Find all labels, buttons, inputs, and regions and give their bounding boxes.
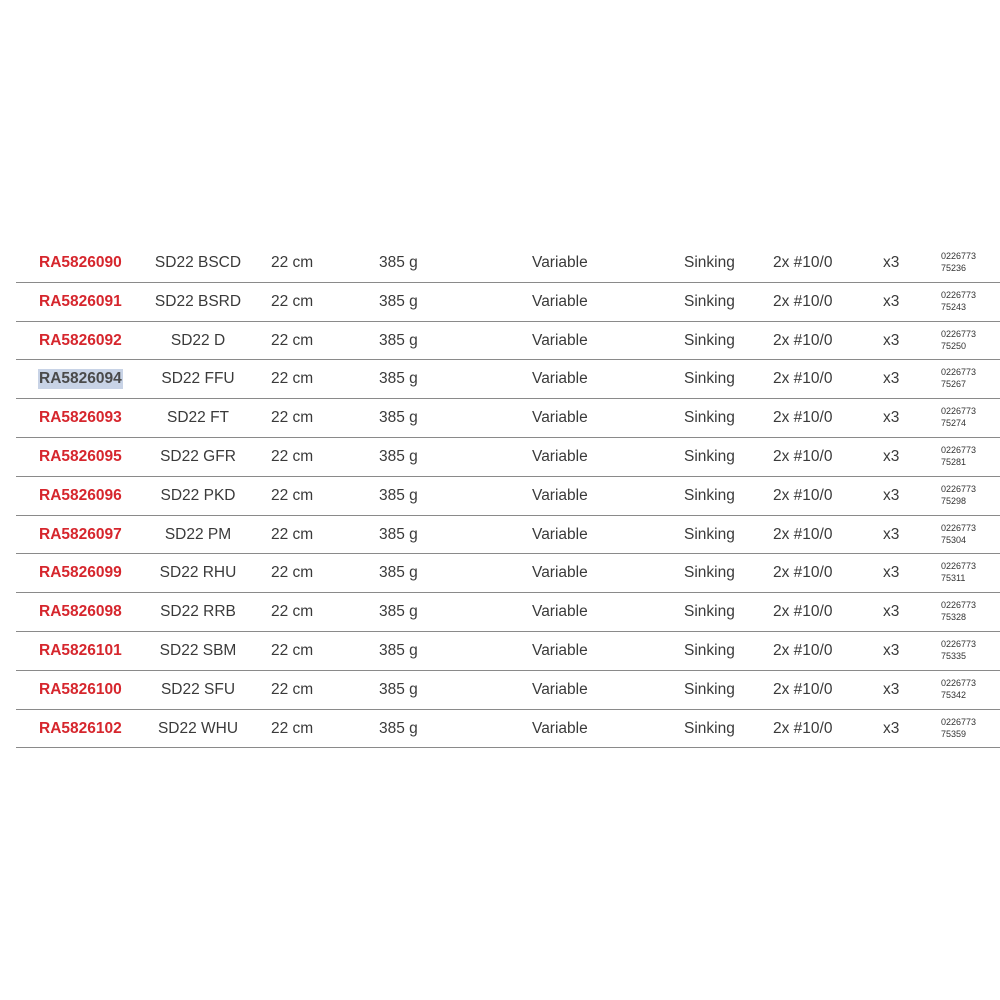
weight-value: 385 g — [379, 254, 418, 271]
weight-value: 385 g — [379, 331, 418, 349]
floating-value: Sinking — [684, 603, 735, 621]
ean-line-2: 75250 — [941, 340, 967, 351]
ean-line-2: 75342 — [941, 689, 967, 700]
table-row — [16, 671, 1000, 710]
quantity-value: x3 — [883, 680, 900, 698]
length-value: 22 cm — [271, 486, 314, 504]
ean-line-1: 0226773 — [941, 600, 977, 611]
weight-value: 385 g — [379, 680, 418, 698]
ean-line-2: 75328 — [941, 612, 967, 623]
reference-code[interactable]: RA5826091 — [39, 292, 122, 310]
action-value: Variable — [532, 486, 588, 504]
ean-line-1: 0226773 — [941, 522, 977, 533]
table-row — [16, 438, 1000, 477]
hooks-value: 2x #10/0 — [773, 641, 833, 659]
ean-line-2: 75335 — [941, 650, 967, 661]
action-value: Variable — [532, 719, 588, 737]
hooks-value: 2x #10/0 — [773, 525, 833, 543]
ean-code — [941, 399, 1000, 436]
hooks-value: 2x #10/0 — [773, 254, 833, 271]
ean-code — [941, 360, 1000, 397]
action-value: Variable — [532, 254, 588, 271]
action-value: Variable — [532, 292, 588, 310]
model-name: SD22 SFU — [160, 680, 236, 698]
quantity-value: x3 — [883, 254, 900, 271]
reference-code[interactable]: RA5826093 — [39, 409, 122, 427]
ean-line-1: 0226773 — [941, 406, 977, 417]
table-row — [16, 360, 1000, 399]
ean-code — [941, 632, 1000, 669]
quantity-value: x3 — [883, 525, 900, 543]
hooks-value: 2x #10/0 — [773, 603, 833, 621]
length-value: 22 cm — [271, 719, 314, 737]
ean-line-1: 0226773 — [941, 251, 977, 261]
table-row — [16, 710, 1000, 749]
floating-value: Sinking — [684, 409, 735, 427]
reference-code[interactable]: RA5826100 — [39, 680, 122, 698]
weight-value: 385 g — [379, 486, 418, 504]
length-value: 22 cm — [271, 680, 314, 698]
weight-value: 385 g — [379, 409, 418, 427]
table-row — [16, 516, 1000, 555]
ean-line-1: 0226773 — [941, 716, 977, 727]
ean-line-2: 75311 — [941, 573, 966, 584]
hooks-value: 2x #10/0 — [773, 447, 833, 465]
ean-line-2: 75274 — [941, 418, 967, 429]
ean-code — [941, 710, 1000, 747]
ean-line-2: 75281 — [941, 456, 967, 467]
action-value: Variable — [532, 331, 588, 349]
ean-code — [941, 593, 1000, 630]
quantity-value: x3 — [883, 292, 900, 310]
reference-code[interactable]: RA5826095 — [39, 447, 122, 465]
model-name: SD22 RHU — [159, 564, 237, 582]
weight-value: 385 g — [379, 370, 418, 388]
floating-value: Sinking — [684, 331, 735, 349]
action-value: Variable — [532, 641, 588, 659]
model-name: SD22 BSCD — [154, 254, 242, 271]
hooks-value: 2x #10/0 — [773, 680, 833, 698]
ean-line-2: 75298 — [941, 495, 967, 506]
quantity-value: x3 — [883, 641, 900, 659]
reference-code[interactable]: RA5826092 — [39, 331, 122, 349]
length-value: 22 cm — [271, 409, 314, 427]
hooks-value: 2x #10/0 — [773, 409, 833, 427]
hooks-value: 2x #10/0 — [773, 486, 833, 504]
floating-value: Sinking — [684, 370, 735, 388]
quantity-value: x3 — [883, 331, 900, 349]
reference-code[interactable]: RA5826097 — [39, 525, 122, 543]
ean-line-1: 0226773 — [941, 289, 977, 300]
ean-line-1: 0226773 — [941, 638, 977, 649]
table-row — [16, 399, 1000, 438]
length-value: 22 cm — [271, 292, 314, 310]
action-value: Variable — [532, 370, 588, 388]
hooks-value: 2x #10/0 — [773, 292, 833, 310]
model-name: SD22 WHU — [157, 719, 239, 737]
quantity-value: x3 — [883, 603, 900, 621]
model-name: SD22 BSRD — [154, 292, 242, 310]
reference-code[interactable]: RA5826098 — [39, 603, 122, 621]
table-row — [16, 593, 1000, 632]
ean-line-1: 0226773 — [941, 444, 977, 455]
reference-code[interactable]: RA5826102 — [39, 719, 122, 737]
action-value: Variable — [532, 680, 588, 698]
action-value: Variable — [532, 525, 588, 543]
floating-value: Sinking — [684, 486, 735, 504]
action-value: Variable — [532, 603, 588, 621]
length-value: 22 cm — [271, 641, 314, 659]
floating-value: Sinking — [684, 564, 735, 582]
product-spec-table — [16, 244, 1000, 748]
weight-value: 385 g — [379, 564, 418, 582]
hooks-value: 2x #10/0 — [773, 370, 833, 388]
weight-value: 385 g — [379, 525, 418, 543]
hooks-value: 2x #10/0 — [773, 331, 833, 349]
quantity-value: x3 — [883, 564, 900, 582]
model-name: SD22 D — [170, 331, 226, 349]
model-name: SD22 FT — [166, 409, 230, 427]
ean-code — [941, 671, 1000, 708]
ean-line-1: 0226773 — [941, 483, 977, 494]
table-row — [16, 322, 1000, 361]
table-row — [16, 283, 1000, 322]
ean-line-2: 75267 — [941, 379, 967, 390]
reference-code[interactable]: RA5826090 — [39, 254, 122, 271]
floating-value: Sinking — [684, 525, 735, 543]
length-value: 22 cm — [271, 447, 314, 465]
model-name: SD22 PM — [164, 525, 232, 543]
ean-line-2: 75236 — [941, 263, 967, 273]
action-value: Variable — [532, 447, 588, 465]
ean-code — [941, 244, 1000, 281]
weight-value: 385 g — [379, 292, 418, 310]
length-value: 22 cm — [271, 254, 314, 271]
table-row — [16, 477, 1000, 516]
weight-value: 385 g — [379, 603, 418, 621]
length-value: 22 cm — [271, 603, 314, 621]
reference-code[interactable]: RA5826101 — [39, 641, 122, 659]
ean-line-2: 75304 — [941, 534, 967, 545]
ean-line-1: 0226773 — [941, 328, 977, 339]
ean-line-1: 0226773 — [941, 561, 977, 572]
weight-value: 385 g — [379, 641, 418, 659]
ean-line-1: 0226773 — [941, 367, 977, 378]
floating-value: Sinking — [684, 719, 735, 737]
length-value: 22 cm — [271, 525, 314, 543]
model-name: SD22 SBM — [159, 641, 237, 659]
table-row — [16, 244, 1000, 283]
reference-code[interactable]: RA5826099 — [39, 564, 122, 582]
hooks-value: 2x #10/0 — [773, 719, 833, 737]
table-row — [16, 632, 1000, 671]
weight-value: 385 g — [379, 719, 418, 737]
floating-value: Sinking — [684, 292, 735, 310]
quantity-value: x3 — [883, 370, 900, 388]
weight-value: 385 g — [379, 447, 418, 465]
length-value: 22 cm — [271, 564, 314, 582]
model-name: SD22 GFR — [160, 447, 236, 465]
ean-code — [941, 477, 1000, 514]
quantity-value: x3 — [883, 447, 900, 465]
floating-value: Sinking — [684, 447, 735, 465]
action-value: Variable — [532, 409, 588, 427]
length-value: 22 cm — [271, 370, 314, 388]
ean-code — [941, 322, 1000, 359]
floating-value: Sinking — [684, 254, 735, 271]
ean-line-2: 75359 — [941, 728, 967, 739]
ean-code — [941, 516, 1000, 553]
ean-code — [941, 554, 1000, 591]
floating-value: Sinking — [684, 641, 735, 659]
model-name: SD22 FFU — [161, 370, 235, 388]
ean-line-2: 75243 — [941, 301, 967, 312]
hooks-value: 2x #10/0 — [773, 564, 833, 582]
table-row — [16, 554, 1000, 593]
reference-code[interactable]: RA5826094 — [39, 370, 122, 388]
length-value: 22 cm — [271, 331, 314, 349]
action-value: Variable — [532, 564, 588, 582]
model-name: SD22 PKD — [160, 486, 236, 504]
ean-code — [941, 438, 1000, 475]
quantity-value: x3 — [883, 486, 900, 504]
ean-code — [941, 283, 1000, 320]
ean-line-1: 0226773 — [941, 677, 977, 688]
quantity-value: x3 — [883, 409, 900, 427]
quantity-value: x3 — [883, 719, 900, 737]
model-name: SD22 RRB — [160, 603, 236, 621]
reference-code[interactable]: RA5826096 — [39, 486, 122, 504]
floating-value: Sinking — [684, 680, 735, 698]
